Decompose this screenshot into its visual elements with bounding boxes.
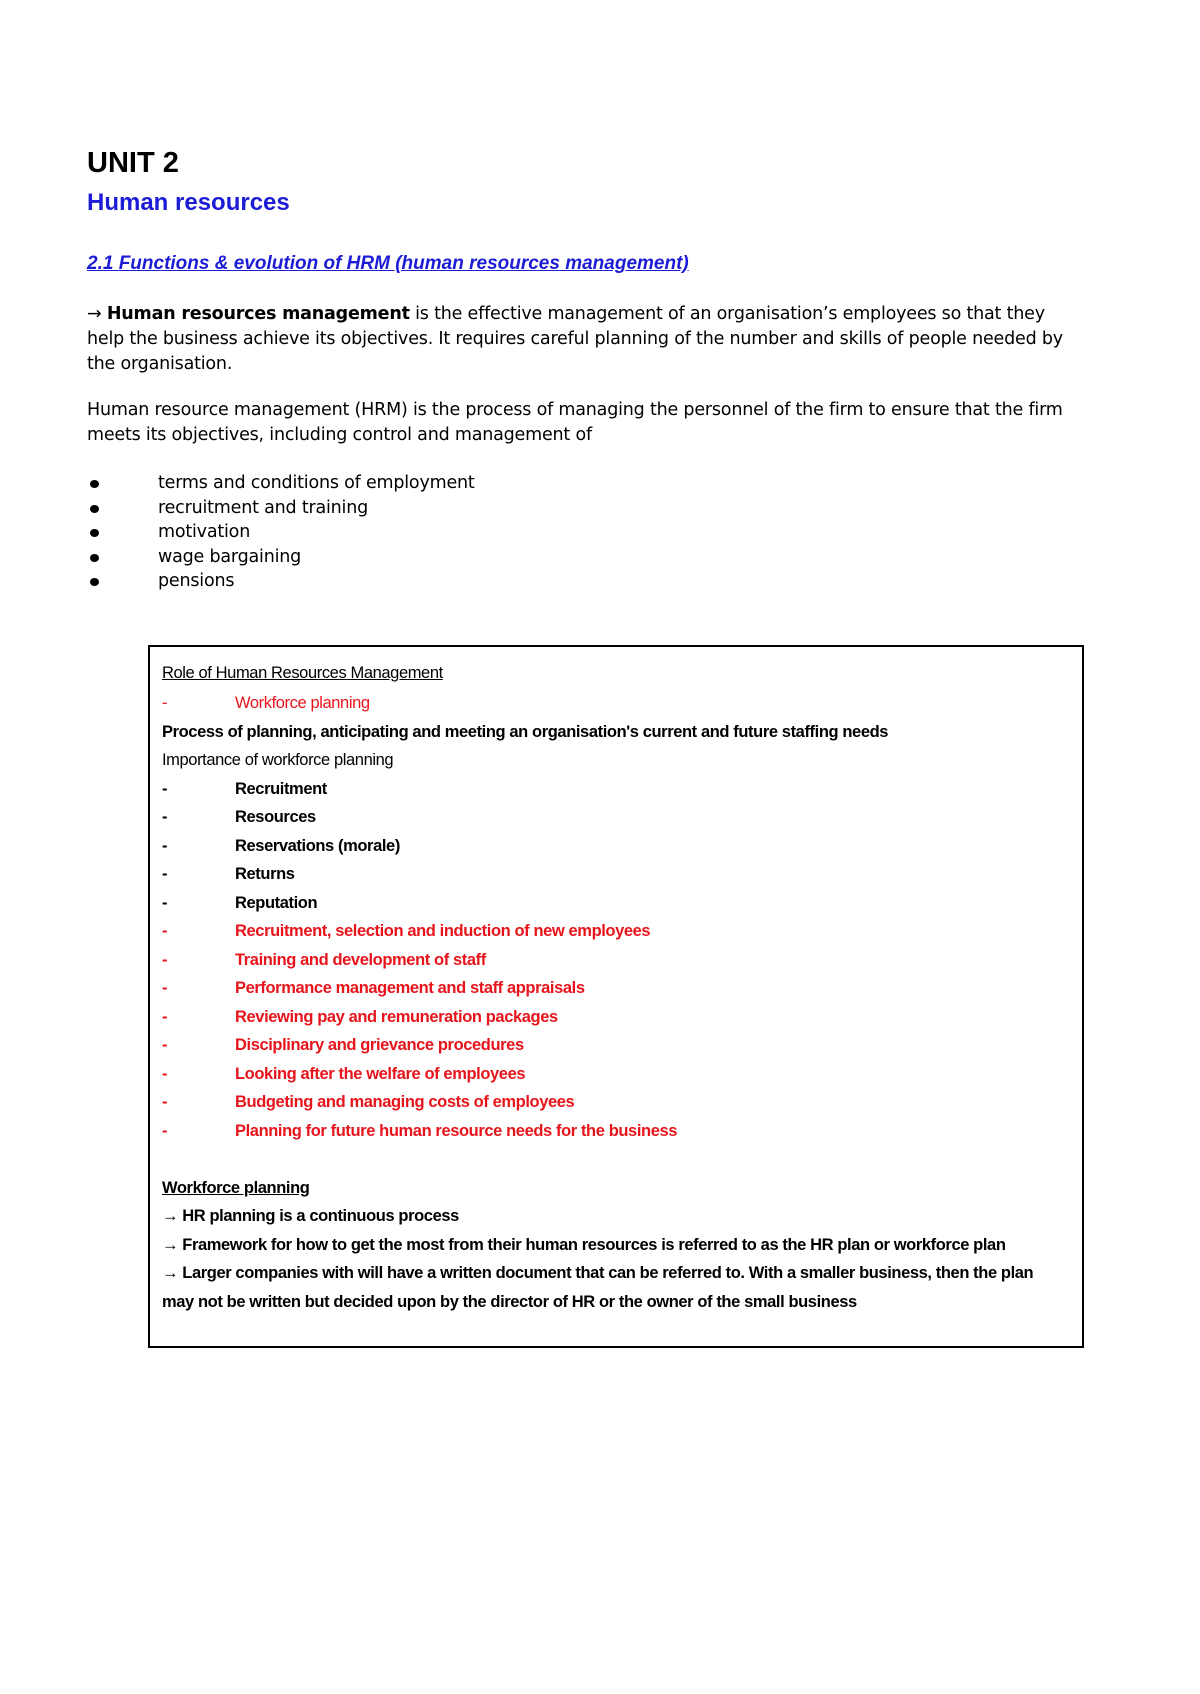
document-page: UNIT 2 Human resources 2.1 Functions & evolution of HRM (human resources management) → Human resources management is the effective management of an organisation’s employees so that they help the business achieve its objectives. It requires careful planning of the number and skills of people needed by the organisation. Human resource management (HRM) is the process of managing the personnel of the firm to ensure that the firm meets its objectives, including control and management of terms and conditions of employment recruitment and training motivation wage bargaining pensions Role of Human Resources Management - Workforce planning Process of planning, anticipating and meeting an organisation's current and future staffing needs Importance of workforce planning - Recruitment - Resources - Reservations (morale) - Returns - Reputation - Recruitment, selection and induction of new employees - Training and development of staff - Performance management and staff appraisals - Reviewing pay and remuneration packages - Disciplinary and grievance procedures - Looking after the welfare of employees - Budgeting and managing costs of employees - Planning for future human resource needs for the business Workforce planning → HR planning is a continuous process → Framework for how to get the most from their human resources is referred to as the HR plan or workforce plan → Larger companies with will have a written document that can be referred to. With a smaller business, then the plan may not be written but decided upon by the director of HR or the owner of the small business bbox=[0, 0, 1200, 1694]
workforce-point: → Larger companies with will have a written document that can be referred to. With a smaller business, then the plan may not be written but decided upon by the director of HR or the owner of the small business bbox=[162, 1264, 1034, 1311]
hrm-role-item: - Reviewing pay and remuneration packages bbox=[162, 1007, 558, 1026]
bullet-icon bbox=[90, 505, 99, 513]
workforce-point: → Framework for how to get the most from their human resources is referred to as the HR plan or workforce plan bbox=[162, 1235, 1006, 1254]
hrm-process-paragraph: Human resource management (HRM) is the process of managing the personnel of the firm to ensure that the firm meets its objectives, including control and management of bbox=[87, 400, 1063, 445]
importance-item: - Resources bbox=[162, 808, 316, 826]
bullet-icon bbox=[90, 480, 99, 488]
unit-title: UNIT 2 bbox=[87, 147, 179, 179]
hrm-role-item: - Recruitment, selection and induction of new employees bbox=[162, 922, 651, 940]
bullet-icon bbox=[90, 578, 99, 586]
role-box-content bbox=[162, 659, 1067, 1316]
section-heading: 2.1 Functions & evolution of HRM (human resources management) bbox=[87, 253, 689, 274]
hrm-role-item: - Budgeting and managing costs of employees bbox=[162, 1093, 575, 1111]
hrm-role-item: - Performance management and staff appraisals bbox=[162, 979, 585, 997]
importance-heading: Importance of workforce planning bbox=[162, 751, 394, 769]
spacer bbox=[162, 1145, 1067, 1174]
hrm-term: Human resources management bbox=[106, 304, 410, 324]
workforce-point: → HR planning is a continuous process bbox=[162, 1207, 459, 1225]
subject-title: Human resources bbox=[87, 189, 290, 216]
workforce-planning-item: - Workforce planning bbox=[162, 689, 1067, 718]
hrm-role-item: - Disciplinary and grievance procedures bbox=[162, 1036, 524, 1054]
workforce-planning-heading: Workforce planning bbox=[162, 1178, 310, 1197]
importance-item: - Returns bbox=[162, 865, 295, 883]
role-box-heading: Role of Human Resources Management bbox=[162, 664, 443, 682]
importance-item: - Recruitment bbox=[162, 779, 327, 798]
hrm-role-item: - Looking after the welfare of employees bbox=[162, 1064, 526, 1083]
intro-paragraph bbox=[87, 302, 1077, 377]
role-of-hrm-box bbox=[148, 645, 1084, 1348]
dash-marker: - bbox=[162, 694, 168, 712]
bullet-icon bbox=[90, 529, 99, 537]
hrm-role-item: - Training and development of staff bbox=[162, 950, 486, 969]
hrm-role-item: - Planning for future human resource needs for the business bbox=[162, 1121, 678, 1140]
importance-item: - Reputation bbox=[162, 893, 318, 912]
process-definition: Process of planning, anticipating and meeting an organisation's current and future staffing needs bbox=[162, 722, 889, 741]
hrm-definition: is the effective management of an organisation’s employees so that they help the business achieve its objectives. It requires careful planning of the number and skills of people needed by the organisation. bbox=[87, 304, 1063, 374]
importance-item: - Reservations (morale) bbox=[162, 836, 400, 855]
arrow-glyph: → bbox=[87, 304, 102, 324]
bullet-icon bbox=[90, 554, 99, 562]
